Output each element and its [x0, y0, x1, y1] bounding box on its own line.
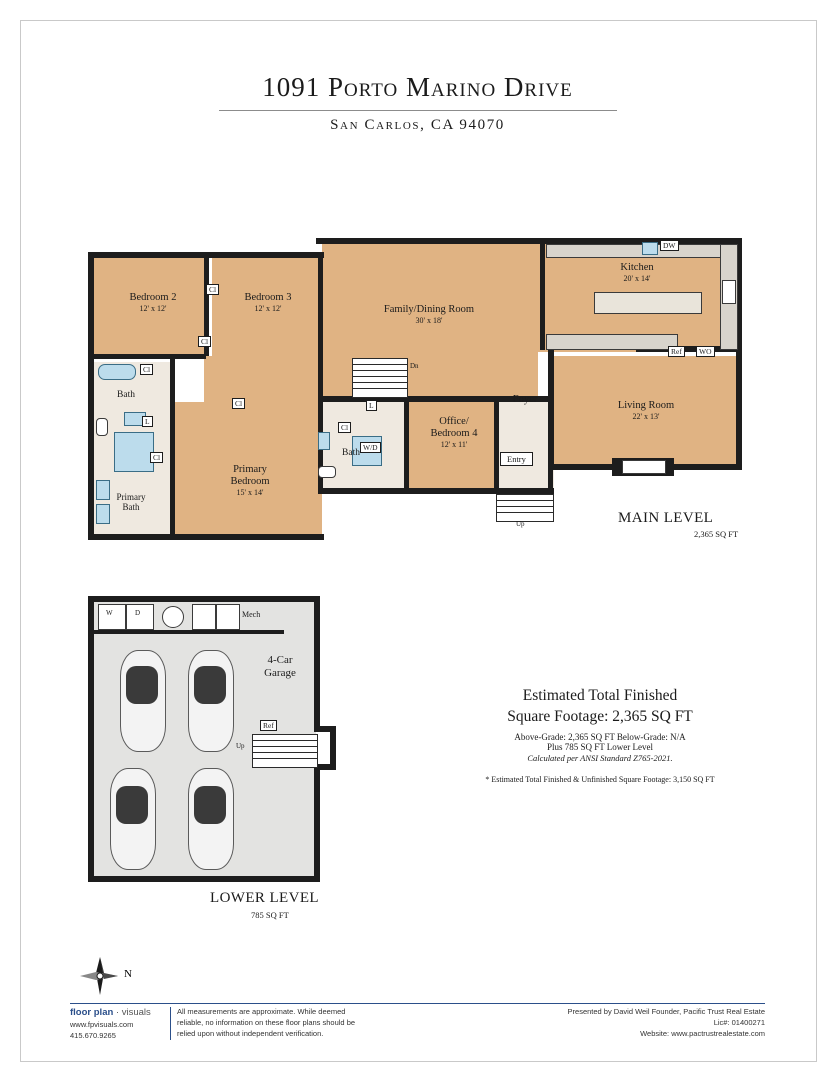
car-3-roof — [116, 786, 148, 824]
kitchen-counter-bottom — [546, 334, 678, 350]
dn-label: Dn — [410, 362, 419, 370]
label-primary-bath — [94, 492, 168, 513]
dw-label: DW — [660, 240, 679, 251]
bedroom3-name: Bedroom 3 — [244, 292, 292, 303]
main-level-plan — [88, 236, 753, 556]
primary-bath-name2: Bath — [122, 502, 140, 513]
page-title: 1091 Porto Marino Drive — [262, 72, 573, 102]
summary-line5: Calculated per ANSI Standard Z765-2021. — [527, 752, 673, 763]
wall-office-left — [404, 396, 409, 494]
compass-north-label: N — [124, 968, 132, 980]
agent-presented: Presented by David Weil Founder, Pacific Trust Real Estate — [567, 1007, 765, 1016]
garage-name: 4-Car — [267, 654, 293, 666]
label-foyer — [496, 394, 554, 406]
label-family — [358, 304, 500, 325]
summary-line2: Square Footage: 2,365 SQ FT — [507, 707, 693, 725]
shower-icon — [114, 432, 154, 472]
garage-up-label: Up — [236, 742, 245, 750]
car-2-roof — [194, 666, 226, 704]
garage-wall-left — [88, 596, 94, 882]
kitchen-island — [594, 292, 702, 314]
ref-label-garage: Ref — [260, 720, 277, 731]
family-dim: 30' x 18' — [415, 316, 443, 326]
mech-box-2 — [216, 604, 240, 630]
main-level-sqft: 2,365 SQ FT — [694, 529, 739, 539]
footer-divider — [70, 1003, 765, 1004]
garage-wall-top — [88, 596, 320, 602]
foyer-name: Foyer — [512, 394, 538, 405]
stairs-down — [352, 358, 408, 398]
wall-top-center — [316, 238, 546, 244]
label-bedroom3 — [230, 292, 306, 313]
closet-label-5: Cl — [232, 398, 245, 409]
toilet-icon-1 — [96, 418, 108, 436]
mech-label: Mech — [242, 610, 261, 619]
family-name: Family/Dining Room — [383, 304, 475, 315]
label-living — [588, 400, 704, 421]
stairs-up-entry — [496, 494, 554, 522]
bedroom2-dim: 12' x 12' — [139, 304, 167, 314]
ref-label-main: Ref — [668, 346, 685, 357]
kitchen-name: Kitchen — [620, 262, 654, 273]
garage-utility-divider — [94, 630, 284, 634]
dishwasher-icon — [642, 242, 658, 255]
wall-kitchen-left-lower — [540, 242, 545, 350]
garage-wall-bottom — [88, 876, 320, 882]
wall-bottom-main — [88, 534, 324, 540]
agent-website[interactable]: Website: www.pactrustrealestate.com — [640, 1028, 765, 1038]
wall-living-right — [736, 350, 742, 470]
wall-bed-hall — [94, 354, 206, 359]
label-office — [414, 416, 494, 449]
toilet-icon-2 — [318, 466, 336, 478]
primary-bed-dim: 15' x 14' — [236, 488, 264, 498]
title-divider — [219, 110, 617, 111]
lower-level-sqft: 785 SQ FT — [251, 910, 289, 920]
primary-bath-name: Primary — [116, 492, 146, 502]
fp-visuals-logo — [70, 1007, 151, 1018]
fireplace-insert — [622, 460, 666, 474]
primary-bed-name: Primary — [233, 464, 267, 475]
label-bath-left — [96, 390, 156, 401]
logo-bold: floor plan — [70, 1007, 114, 1018]
logo-light: · visuals — [113, 1007, 151, 1018]
linen-label-2: L — [366, 400, 377, 411]
label-bedroom2 — [118, 292, 188, 313]
garage-wall-right-lower — [314, 764, 320, 882]
lower-level-name: LOWER LEVEL — [210, 890, 319, 906]
lower-level-plan — [88, 596, 348, 886]
label-primary-bedroom — [200, 464, 300, 497]
wo-label: WO — [696, 346, 715, 357]
garage-stairs-up — [252, 734, 318, 768]
bedroom3-dim: 12' x 12' — [254, 304, 282, 314]
page-subtitle: San Carlos, CA 94070 — [330, 117, 505, 133]
closet-label-6: Cl — [338, 422, 351, 433]
compass-rose — [78, 955, 148, 997]
wall-primarybath-right — [170, 358, 175, 536]
kitchen-dim: 20' x 14' — [623, 274, 651, 284]
linen-label-1: L — [142, 416, 153, 427]
label-bath-mid — [324, 448, 378, 459]
sink-icon — [722, 280, 736, 304]
closet-label-3: Cl — [140, 364, 153, 375]
summary-line1: Estimated Total Finished — [522, 687, 678, 704]
garage-name2: Garage — [264, 666, 296, 679]
closet-label-1: Cl — [206, 284, 219, 295]
bath-mid-name: Bath — [342, 448, 360, 458]
fp-website[interactable]: www.fpvisuals.com — [70, 1020, 134, 1029]
closet-label-4: Cl — [150, 452, 163, 463]
mech-box-1 — [192, 604, 216, 630]
office-name2: Bedroom 4 — [430, 428, 478, 440]
room-fill-hall — [204, 356, 322, 402]
living-name: Living Room — [617, 400, 675, 411]
bedroom2-name: Bedroom 2 — [129, 292, 177, 303]
agent-license: Lic#: 01400271 — [713, 1017, 765, 1027]
office-dim: 12' x 11' — [440, 440, 468, 450]
primary-bed-name2: Bedroom — [230, 476, 270, 488]
dryer-box — [126, 604, 154, 630]
wall-foyer-right — [548, 396, 553, 494]
main-level-name: MAIN LEVEL — [618, 510, 714, 526]
washer-box — [98, 604, 126, 630]
wall-office-right — [494, 396, 499, 494]
car-1-roof — [126, 666, 158, 704]
room-fill-foyer — [498, 402, 554, 494]
footer-contact — [70, 1020, 133, 1042]
water-heater-icon — [162, 606, 184, 628]
washer-dryer-label: W/D — [360, 442, 381, 453]
up-label-main: Up — [516, 520, 525, 528]
bath-left-name: Bath — [117, 390, 135, 400]
label-kitchen — [582, 262, 692, 283]
square-footage-summary — [440, 686, 760, 784]
wall-family-left — [318, 252, 323, 402]
footer-agent — [455, 1007, 765, 1040]
entry-label: Entry — [500, 452, 533, 466]
summary-line4: Plus 785 SQ FT Lower Level — [546, 741, 654, 752]
footer-disclaimer: All measurements are approximate. While deemed reliable, no information on these floor plans should be relied upon without independent verification. — [170, 1007, 357, 1040]
summary-line3: Above-Grade: 2,365 SQ FT Below-Grade: N/A — [514, 731, 686, 742]
living-dim: 22' x 13' — [632, 412, 660, 422]
car-4-roof — [194, 786, 226, 824]
summary-line6: * Estimated Total Finished & Unfinished Square Footage: 3,150 SQ FT — [485, 774, 715, 784]
label-garage — [242, 654, 318, 679]
office-name: Office/ — [439, 416, 469, 427]
closet-label-2: Cl — [198, 336, 211, 347]
dryer-label: D — [135, 609, 141, 617]
fp-phone: 415.670.9265 — [70, 1030, 116, 1040]
washer-label: W — [106, 609, 113, 617]
tub-icon — [98, 364, 136, 380]
